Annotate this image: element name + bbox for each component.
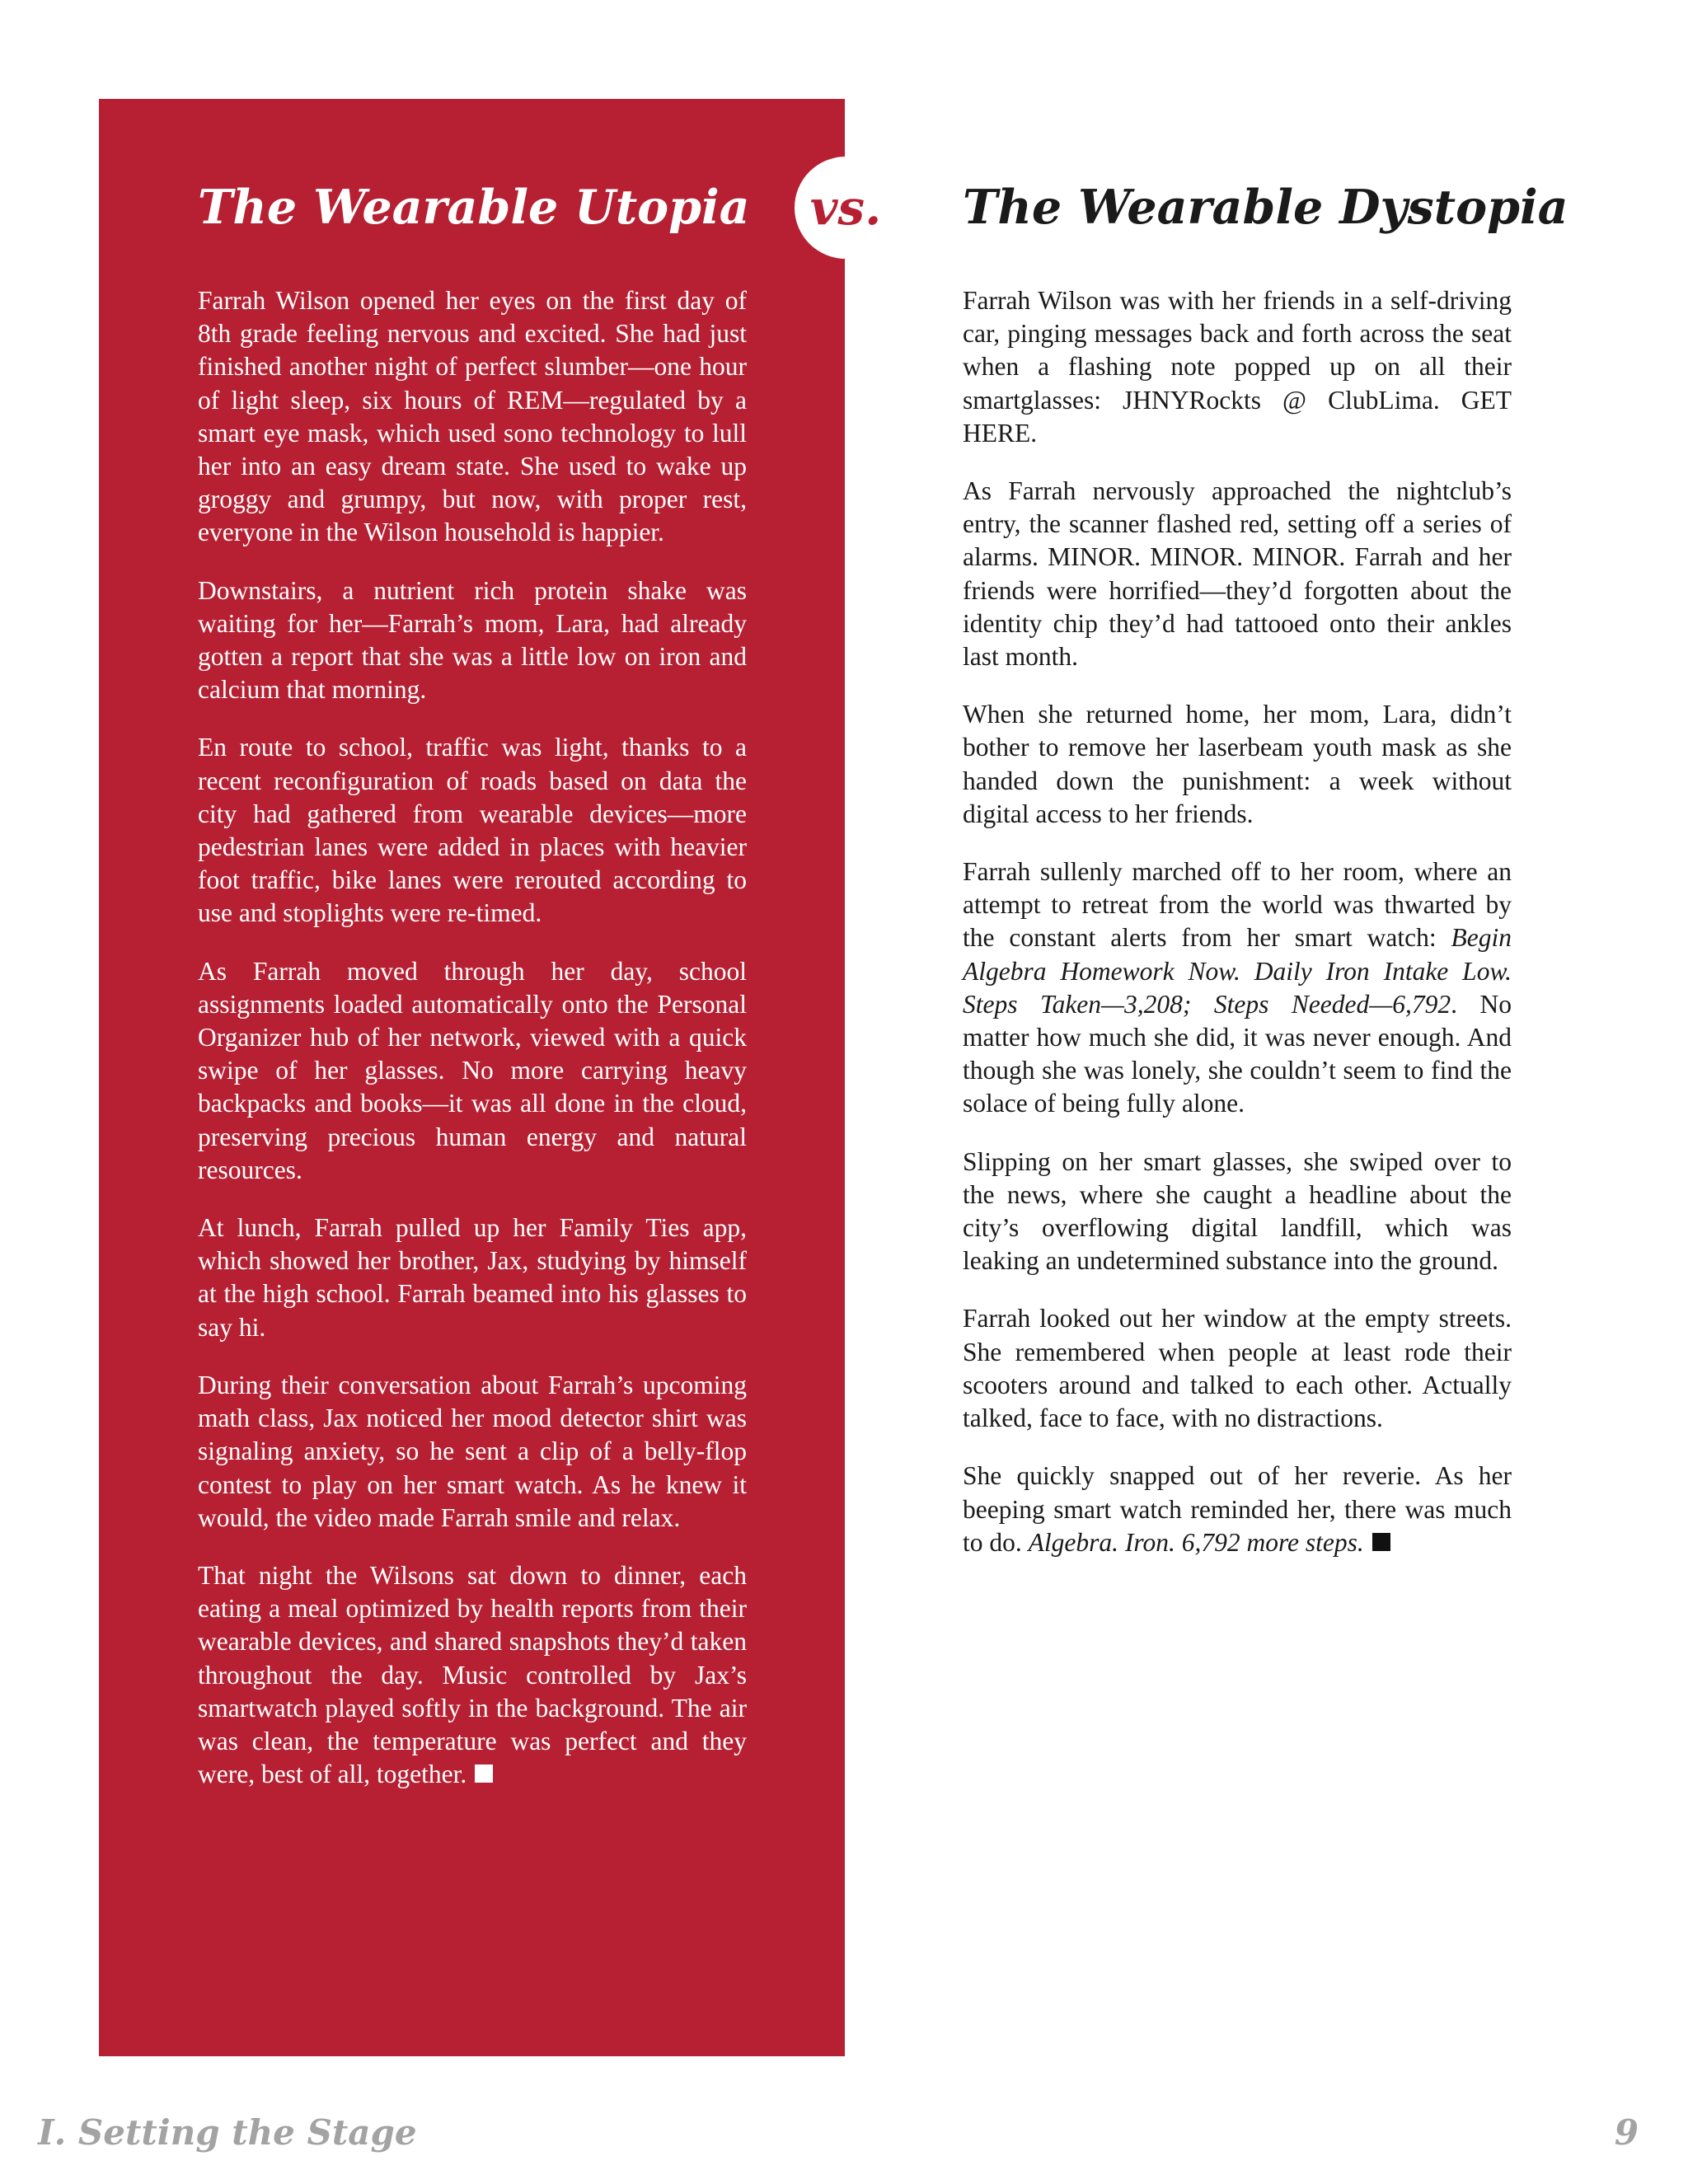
section-title: I. Setting the Stage xyxy=(38,2112,417,2153)
utopia-paragraph: Farrah Wilson opened her eyes on the first day of 8th grade feeling nervous and excited. She had just finished another night of perfect slumber—one hour of light sleep, six hours of REM—regulated by a smart eye mask, which used sono technology to lull her into an easy dream state. She used to wake up groggy and grumpy, but now, with proper rest, everyone in the Wilson household is happier. xyxy=(198,286,747,547)
dystopia-paragraph xyxy=(963,855,1512,1121)
dystopia-title: The Wearable Dystopia xyxy=(963,180,1568,235)
end-of-story-mark xyxy=(1372,1533,1390,1551)
dystopia-text: She quickly snapped out of her reverie. As her beeping smart watch reminded her, there was much to do. xyxy=(963,1461,1512,1557)
end-of-story-mark xyxy=(475,1765,493,1783)
dystopia-text: Farrah sullenly marched off to her room, where an attempt to retreat from the world was thwarted by the constant alerts from her smart watch: xyxy=(963,857,1512,953)
utopia-paragraph: Downstairs, a nutrient rich protein shake was waiting for her—Farrah’s mom, Lara, had already gotten a report that she was a little low on iron and calcium that morning. xyxy=(198,575,747,705)
dystopia-paragraph: Farrah looked out her window at the empty streets. She remembered when people at least rode their scooters around and talked to each other. Actually talked, face to face, with no distractions. xyxy=(963,1304,1512,1433)
dystopia-text: . No matter how much she did, it was never enough. And though she was lonely, she couldn’t seem to find the solace of being fully alone. xyxy=(963,989,1512,1118)
page-number: 9 xyxy=(1614,2112,1639,2153)
dystopia-paragraph: As Farrah nervously approached the nightclub’s entry, the scanner flashed red, setting off a series of alarms. MINOR. MINOR. MINOR. Farrah and her friends were horrified—they’d forgotten about the identity chip they’d had tattooed onto their ankles last month. xyxy=(963,476,1512,672)
smartwatch-alerts: Begin Algebra Homework Now. Daily Iron Intake Low. Steps Taken—3,208; Steps Needed—6,792 xyxy=(963,923,1512,1019)
utopia-title: The Wearable Utopia xyxy=(198,180,750,235)
utopia-paragraph: As Farrah moved through her day, school assignments loaded automatically onto the Personal Organizer hub of her network, viewed with a quick swipe of her glasses. No more carrying heavy backpacks and books—it was all done in the cloud, preserving precious human energy and natural resources. xyxy=(198,956,747,1184)
dystopia-paragraph: When she returned home, her mom, Lara, didn’t bother to remove her laserbeam youth mask as she handed down the punishment: a week without digital access to her friends. xyxy=(963,700,1512,828)
vs-badge: vs. xyxy=(795,157,897,259)
utopia-paragraph-last xyxy=(198,1559,747,1791)
utopia-paragraph: En route to school, traffic was light, thanks to a recent reconfiguration of roads based on data the city had gathered from wearable devices—more pedestrian lanes were added in places with heavier foot traffic, bike lanes were rerouted according to use and stoplights were re-timed. xyxy=(198,733,747,928)
utopia-paragraph: At lunch, Farrah pulled up her Family Ties app, which showed her brother, Jax, studying by himself at the high school. Farrah beamed into his glasses to say hi. xyxy=(198,1213,747,1342)
utopia-paragraph: During their conversation about Farrah’s upcoming math class, Jax noticed her mood detector shirt was signaling anxiety, so he sent a clip of a belly-flop contest to play on her smart watch. As he knew it would, the video made Farrah smile and relax. xyxy=(198,1370,747,1532)
utopia-paragraph-text: That night the Wilsons sat down to dinner, each eating a meal optimized by health reports from their wearable devices, and shared snapshots they’d taken throughout the day. Music controlled by Jax’s smartwatch played softly in the background. The air was clean, the temperature was perfect and they were, best of all, together. xyxy=(198,1560,747,1789)
utopia-story xyxy=(198,284,747,1816)
dystopia-story xyxy=(963,284,1512,1584)
closing-reminder: Algebra. Iron. 6,792 more steps. xyxy=(1028,1527,1364,1557)
dystopia-paragraph-last xyxy=(963,1460,1512,1559)
dystopia-paragraph: Slipping on her smart glasses, she swiped over to the news, where she caught a headline about the city’s overflowing digital landfill, which was leaking an undetermined substance into the ground. xyxy=(963,1146,1512,1276)
dystopia-paragraph: Farrah Wilson was with her friends in a self-driving car, pinging messages back and forth across the seat when a flashing note popped up on all their smartglasses: JHNYRockts @ ClubLima. GET HERE. xyxy=(963,286,1512,448)
